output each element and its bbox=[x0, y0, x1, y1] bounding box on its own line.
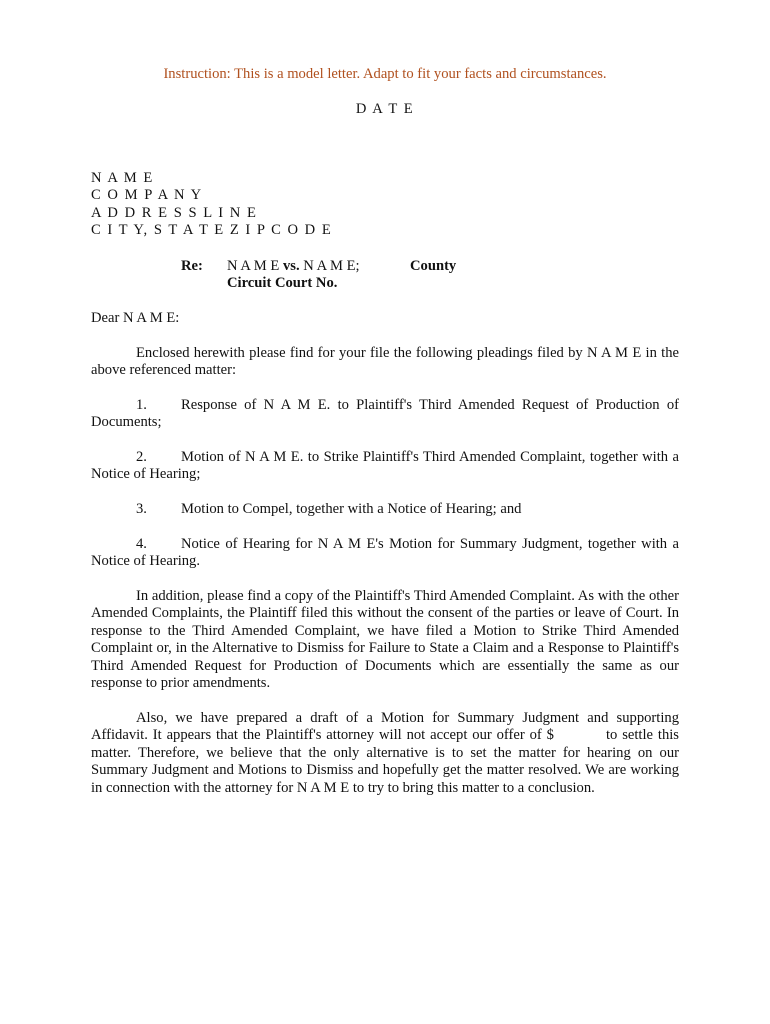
party-a: N A M E bbox=[227, 258, 280, 274]
addition-paragraph: In addition, please find a copy of the Plaintiff's Third Amended Complaint. As with the other Amended Complaints, the Plaintiff filed this without the consent of the parties or leave of Court. In response to the Third Amended Complaint, we have filed a Motion to Strike Third Amended Complaint or, in the Alternative to Dismiss for Failure to State a Claim and a Response to Plaintiff's Third Amended Request for Production of Documents which are essentially the same as our response to prior amendments. bbox=[91, 588, 679, 692]
list-item: 3. Motion to Compel, together with a Notice of Hearing; and bbox=[136, 501, 522, 517]
recipient-address-line: A D D R E S S L I N E bbox=[91, 204, 258, 221]
recipient-city: C I T Y, S T A T E Z I P C O D E bbox=[91, 222, 333, 239]
recipient-company: C O M P A N Y bbox=[91, 187, 203, 204]
list-item: 2. Motion of N A M E. to Strike Plaintiff's Third Amended Complaint, together with a Notice of Hearing; bbox=[91, 449, 679, 483]
re-label: Re: bbox=[181, 258, 203, 274]
instruction-note: Instruction: This is a model letter. Adapt to fit your facts and circumstances. bbox=[163, 66, 607, 82]
letter-date: D A T E bbox=[355, 101, 415, 117]
intro-paragraph: Enclosed herewith please find for your file the following pleadings filed by N A M E in the above referenced matter: bbox=[91, 345, 679, 379]
vs-label: vs. bbox=[282, 258, 300, 274]
also-paragraph: Also, we have prepared a draft of a Motion for Summary Judgment and supporting Affidavit. It appears that the Plaintiff's attorney will not accept our offer of $ to settle this matter. Therefore, we believe that the only alternative is to set the matter for hearing on our Summary Judgment and Motions to Dismiss and hopefully get the matter resolved. We are working in connection with the attorney for N A M E to try to bring this matter to a conclusion. bbox=[91, 710, 679, 796]
party-b: N A M E; bbox=[303, 258, 360, 274]
recipient-address bbox=[91, 170, 679, 240]
salutation: Dear N A M E: bbox=[91, 310, 180, 326]
county-label: County bbox=[410, 258, 457, 274]
list-item: 1. Response of N A M E. to Plaintiff's Third Amended Request of Production of Documents; bbox=[91, 397, 679, 431]
list-item: 4. Notice of Hearing for N A M E's Motion for Summary Judgment, together with a Notice of Hearing. bbox=[91, 536, 679, 570]
court-label: Circuit Court No. bbox=[227, 275, 338, 291]
recipient-name: N A M E bbox=[91, 170, 154, 186]
